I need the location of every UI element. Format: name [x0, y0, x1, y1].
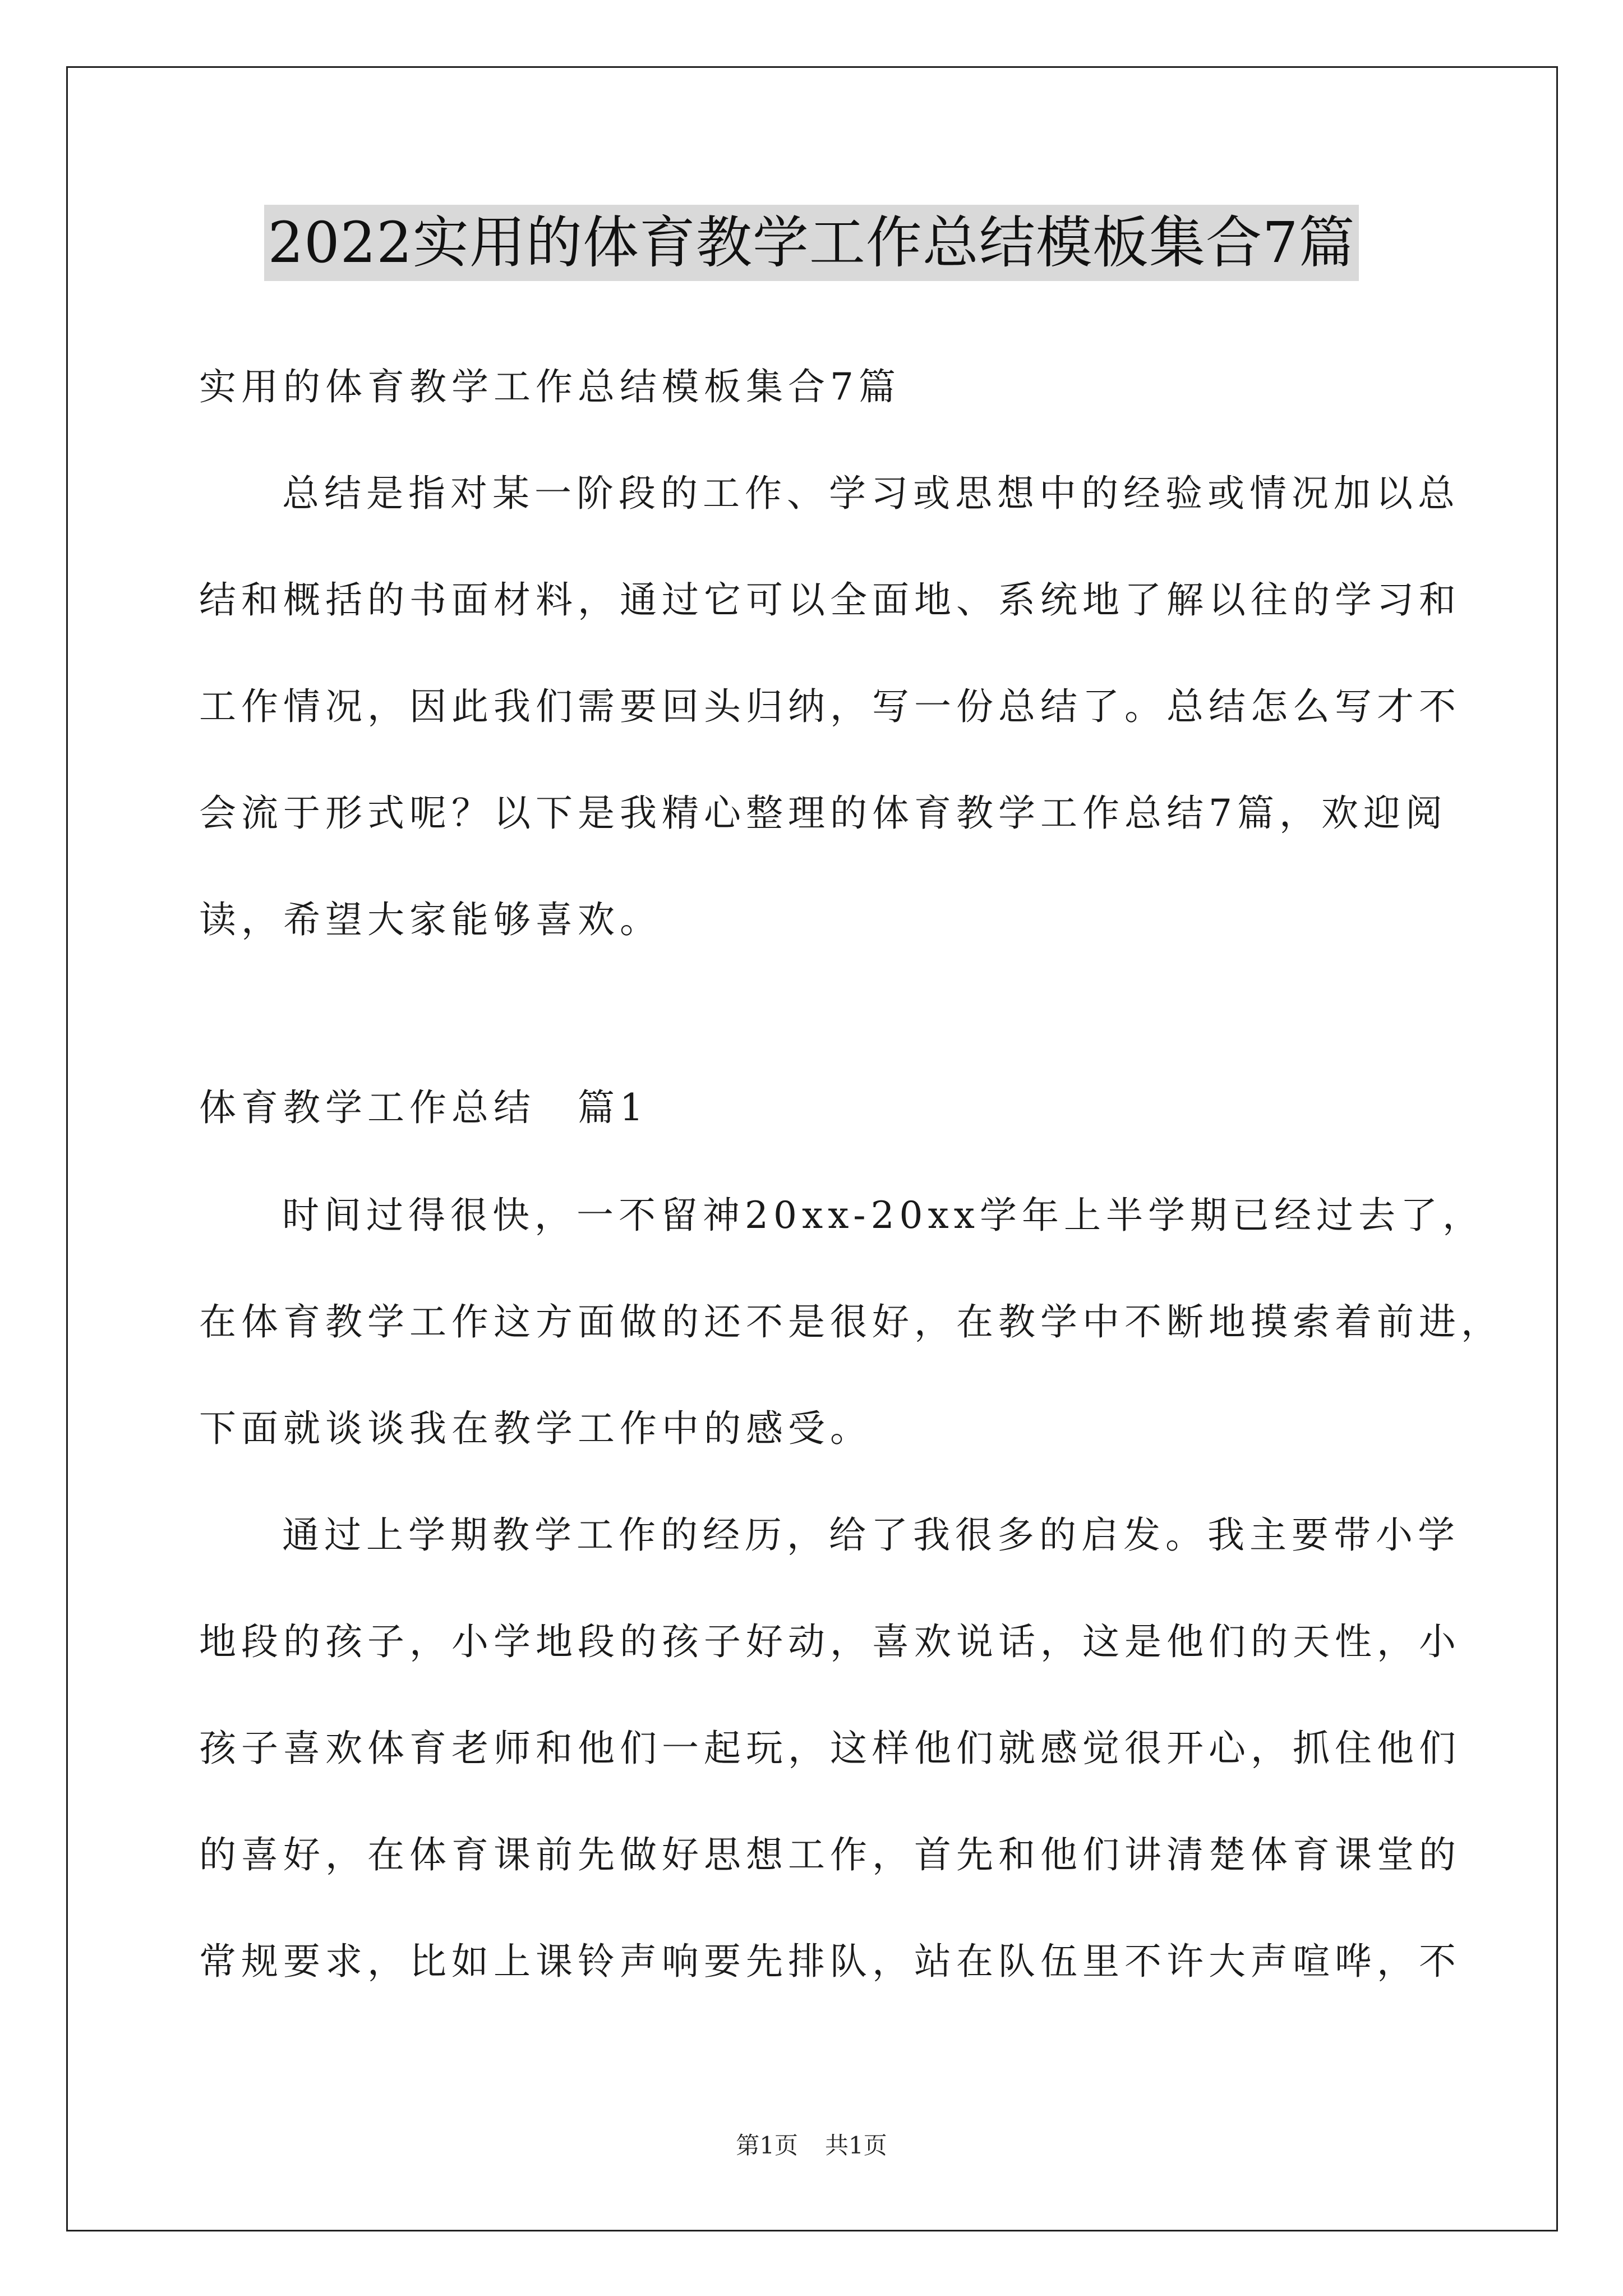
text-line: 结和概括的书面材料，通过它可以全面地、系统地了解以往的学习和 [199, 578, 1461, 622]
document-subtitle: 实用的体育教学工作总结模板集合7篇 [199, 365, 901, 408]
text-line: 工作情况，因此我们需要回头归纳，写一份总结了。总结怎么写才不 [199, 685, 1461, 728]
page-footer [0, 2129, 1623, 2162]
text-line: 下面就谈谈我在教学工作中的感受。 [199, 1407, 872, 1450]
document-title: 2022实用的体育教学工作总结模板集合7篇 [264, 205, 1358, 281]
text-line: 地段的孩子，小学地段的孩子好动，喜欢说话，这是他们的天性，小 [199, 1620, 1461, 1663]
page-number: 第1页 [736, 2132, 798, 2159]
paragraph-2 [199, 1482, 1461, 2015]
text-line: 通过上学期教学工作的经历，给了我很多的启发。我主要带小学 [282, 1513, 1460, 1557]
intro-paragraph [199, 440, 1461, 973]
text-line: 的喜好，在体育课前先做好思想工作，首先和他们讲清楚体育课堂的 [199, 1833, 1461, 1876]
text-line: 读，希望大家能够喜欢。 [199, 898, 662, 941]
text-line: 常规要求，比如上课铃声响要先排队，站在队伍里不许大声喧哗，不 [199, 1940, 1461, 1983]
text-line: 时间过得很快，一不留神20xx-20xx学年上半学期已经过去了， [282, 1194, 1484, 1237]
page-total: 共1页 [825, 2132, 887, 2159]
title-wrap [0, 205, 1623, 281]
section-heading: 体育教学工作总结 篇1 [199, 1086, 648, 1129]
text-line: 在体育教学工作这方面做的还不是很好，在教学中不断地摸索着前进， [199, 1300, 1503, 1343]
text-line: 会流于形式呢？以下是我精心整理的体育教学工作总结7篇，欢迎阅 [199, 792, 1447, 835]
text-line: 孩子喜欢体育老师和他们一起玩，这样他们就感觉很开心，抓住他们 [199, 1727, 1461, 1770]
paragraph-1 [199, 1162, 1503, 1482]
text-line: 总结是指对某一阶段的工作、学习或思想中的经验或情况加以总 [282, 472, 1460, 515]
